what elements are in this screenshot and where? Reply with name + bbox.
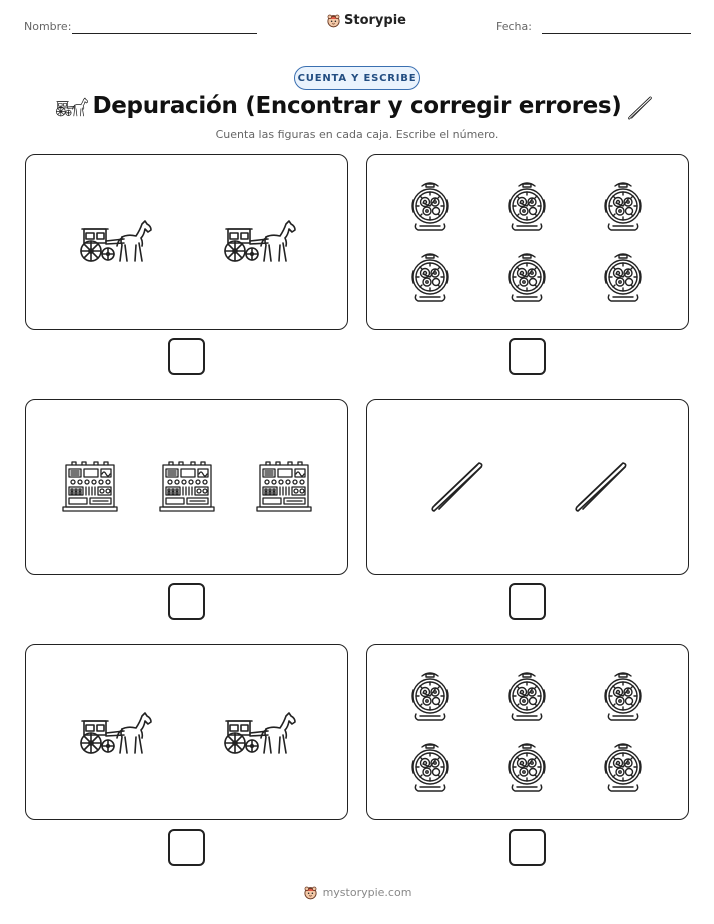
control-panel-icon bbox=[60, 459, 120, 515]
footer bbox=[0, 885, 714, 900]
horse-carriage-icon bbox=[78, 217, 154, 265]
control-panel-icon bbox=[157, 459, 217, 515]
ornate-clock-icon bbox=[603, 741, 643, 793]
footer-url[interactable]: mystorypie.com bbox=[322, 886, 412, 899]
ornate-clock-icon bbox=[603, 251, 643, 303]
ornate-clock-icon bbox=[507, 741, 547, 793]
answer-box-6[interactable] bbox=[509, 829, 546, 866]
answer-box-3[interactable] bbox=[168, 583, 205, 620]
answer-box-2[interactable] bbox=[509, 338, 546, 375]
ornate-clock-icon bbox=[603, 670, 643, 722]
count-card-1 bbox=[25, 154, 348, 330]
tweezers-icon bbox=[571, 459, 631, 515]
ornate-clock-icon bbox=[410, 251, 450, 303]
storypie-logo-icon bbox=[326, 13, 341, 28]
ornate-clock-icon bbox=[410, 670, 450, 722]
answer-box-1[interactable] bbox=[168, 338, 205, 375]
count-card-5 bbox=[25, 644, 348, 820]
date-label: Fecha: bbox=[496, 20, 532, 33]
brand bbox=[326, 13, 406, 28]
date-line[interactable] bbox=[542, 33, 691, 34]
ornate-clock-icon bbox=[507, 251, 547, 303]
answer-box-5[interactable] bbox=[168, 829, 205, 866]
ornate-clock-icon bbox=[507, 180, 547, 232]
page-title: Depuración (Encontrar y corregir errores) bbox=[92, 93, 622, 119]
ornate-clock-icon bbox=[603, 180, 643, 232]
horse-carriage-icon bbox=[222, 217, 298, 265]
category-badge: CUENTA Y ESCRIBE bbox=[294, 66, 420, 90]
brand-name: Storypie bbox=[344, 13, 406, 28]
instructions: Cuenta las figuras en cada caja. Escribe el número. bbox=[215, 128, 499, 141]
count-card-4 bbox=[366, 399, 689, 575]
answer-box-4[interactable] bbox=[509, 583, 546, 620]
count-card-2 bbox=[366, 154, 689, 330]
count-card-6 bbox=[366, 644, 689, 820]
ornate-clock-icon bbox=[410, 180, 450, 232]
ornate-clock-icon bbox=[410, 741, 450, 793]
name-label: Nombre: bbox=[24, 20, 72, 33]
tweezers-icon bbox=[427, 459, 487, 515]
horse-carriage-icon bbox=[222, 709, 298, 757]
horse-carriage-icon bbox=[78, 709, 154, 757]
storypie-logo-icon bbox=[303, 885, 318, 900]
control-panel-icon bbox=[254, 459, 314, 515]
ornate-clock-icon bbox=[507, 670, 547, 722]
name-line[interactable] bbox=[72, 33, 257, 34]
count-card-3 bbox=[25, 399, 348, 575]
